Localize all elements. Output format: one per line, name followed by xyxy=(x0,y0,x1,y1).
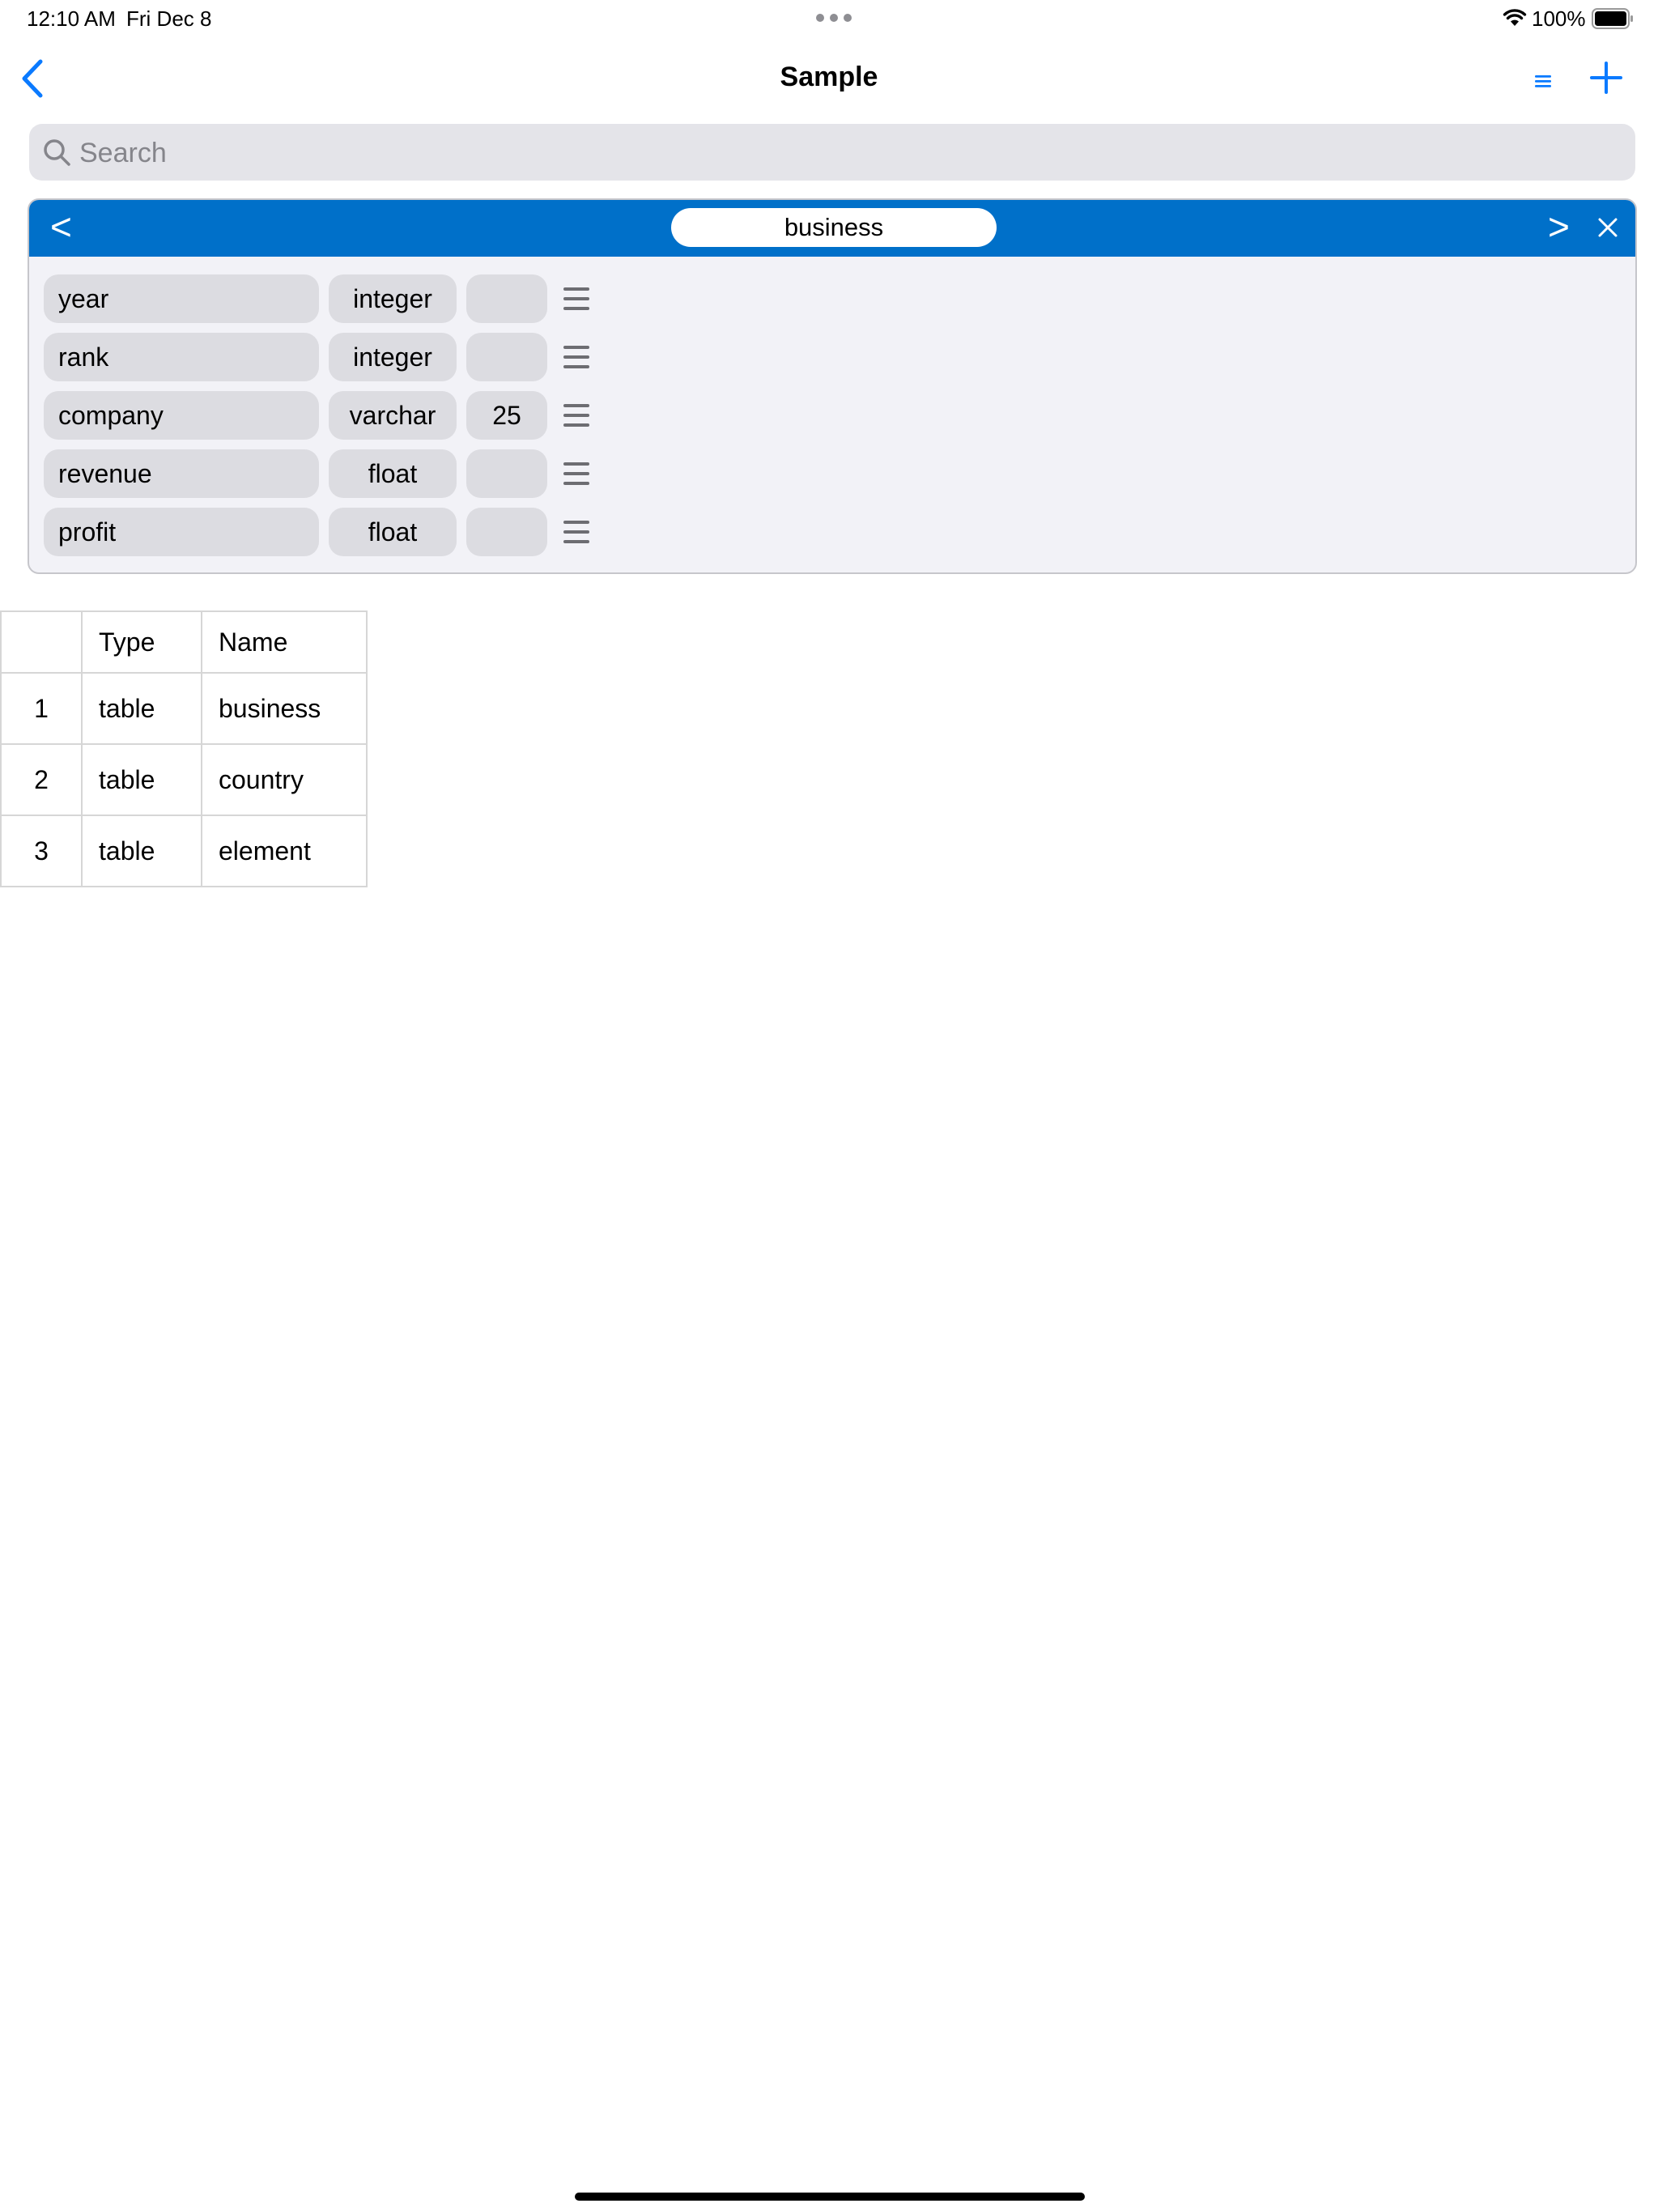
row-type[interactable]: table xyxy=(82,673,202,744)
plus-icon[interactable] xyxy=(1588,60,1624,96)
search-icon xyxy=(42,138,71,167)
field-name[interactable]: year xyxy=(44,274,319,323)
table-editor-header xyxy=(29,200,1635,257)
drag-handle-icon[interactable] xyxy=(563,287,589,312)
page-title: Sample xyxy=(780,62,878,92)
field-size[interactable] xyxy=(466,274,547,323)
search-bar[interactable] xyxy=(29,124,1635,181)
row-name[interactable]: element xyxy=(202,815,367,887)
search-input[interactable] xyxy=(78,124,1619,182)
field-size[interactable] xyxy=(466,333,547,381)
row-index: 1 xyxy=(1,673,82,744)
field-type[interactable]: integer xyxy=(329,333,457,381)
row-name[interactable]: country xyxy=(202,744,367,815)
next-table-button[interactable]: > xyxy=(1548,206,1570,248)
field-name[interactable]: revenue xyxy=(44,449,319,498)
field-type[interactable]: integer xyxy=(329,274,457,323)
grid-header-type[interactable]: Type xyxy=(82,611,202,673)
row-type[interactable]: table xyxy=(82,815,202,887)
row-index: 3 xyxy=(1,815,82,887)
field-name[interactable]: company xyxy=(44,391,319,440)
field-size[interactable]: 25 xyxy=(466,391,547,440)
table-row[interactable] xyxy=(1,744,367,815)
drag-handle-icon[interactable] xyxy=(563,462,589,487)
row-type[interactable]: table xyxy=(82,744,202,815)
table-editor-panel xyxy=(28,198,1637,574)
battery-icon xyxy=(1592,8,1634,29)
drag-handle-icon[interactable] xyxy=(563,404,589,428)
table-row[interactable] xyxy=(1,815,367,887)
row-name[interactable]: business xyxy=(202,673,367,744)
wifi-icon xyxy=(1503,8,1527,28)
hamburger-icon[interactable] xyxy=(1528,65,1561,97)
field-name[interactable]: rank xyxy=(44,333,319,381)
battery-percentage: 100% xyxy=(1532,6,1586,31)
close-icon[interactable] xyxy=(1595,215,1621,240)
table-row[interactable] xyxy=(1,673,367,744)
table-name-field[interactable]: business xyxy=(671,208,997,247)
status-date: Fri Dec 8 xyxy=(126,6,212,31)
multitasking-dots-icon[interactable] xyxy=(816,14,852,22)
grid-header-row xyxy=(1,611,367,673)
grid-header-index xyxy=(1,611,82,673)
tables-grid xyxy=(0,610,368,887)
status-bar xyxy=(0,0,1658,39)
field-size[interactable] xyxy=(466,508,547,556)
field-size[interactable] xyxy=(466,449,547,498)
drag-handle-icon[interactable] xyxy=(563,346,589,370)
row-index: 2 xyxy=(1,744,82,815)
field-type[interactable]: float xyxy=(329,449,457,498)
home-indicator[interactable] xyxy=(575,2193,1085,2201)
status-time: 12:10 AM xyxy=(27,6,116,31)
field-name[interactable]: profit xyxy=(44,508,319,556)
grid-header-name[interactable]: Name xyxy=(202,611,367,673)
field-type[interactable]: float xyxy=(329,508,457,556)
previous-table-button[interactable]: < xyxy=(50,206,72,248)
field-type[interactable]: varchar xyxy=(329,391,457,440)
drag-handle-icon[interactable] xyxy=(563,521,589,545)
